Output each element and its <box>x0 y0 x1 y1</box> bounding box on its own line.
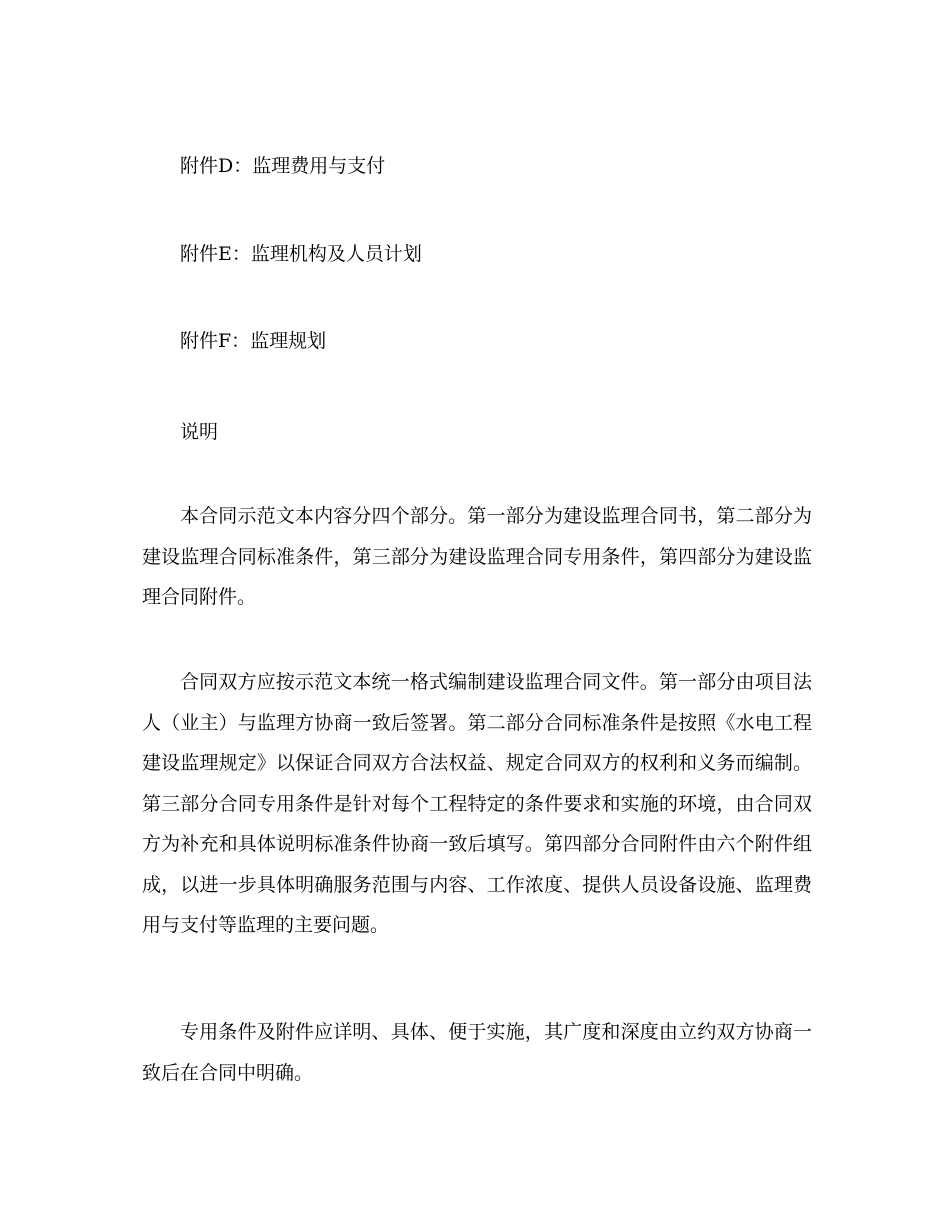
attachment-f-line: 附件F：监理规划 <box>180 330 327 352</box>
attachment-e-line: 附件E：监理机构及人员计划 <box>180 243 422 265</box>
paragraph-format: 合同双方应按示范文本统一格式编制建设监理合同文件。第一部分由项目法人（业主）与监理方协商一致后签署。第二部分合同标准条件是按照《水电工程建设监理规定》以保证合同双方合法权益、规定合同双方的权利和义务而编制。第三部分合同专用条件是针对每个工程特定的条件要求和实施的环境，由合同双方为补充和具体说明标准条件协商一致后填写。第四部分合同附件由六个附件组成，以进一步具体明确服务范围与内容、工作浓度、提供人员设备设施、监理费用与支付等监理的主要问题。 <box>142 671 812 936</box>
attachment-d-line: 附件D：监理费用与支付 <box>180 155 386 177</box>
section-heading: 说明 <box>180 421 219 443</box>
paragraph-structure: 本合同示范文本内容分四个部分。第一部分为建设监理合同书，第二部分为建设监理合同标准条件，第三部分为建设监理合同专用条件，第四部分为建设监理合同附件。 <box>142 505 812 608</box>
paragraph-special-conditions: 专用条件及附件应详明、具体、便于实施，其广度和深度由立约双方协商一致后在合同中明确。 <box>142 1021 812 1084</box>
